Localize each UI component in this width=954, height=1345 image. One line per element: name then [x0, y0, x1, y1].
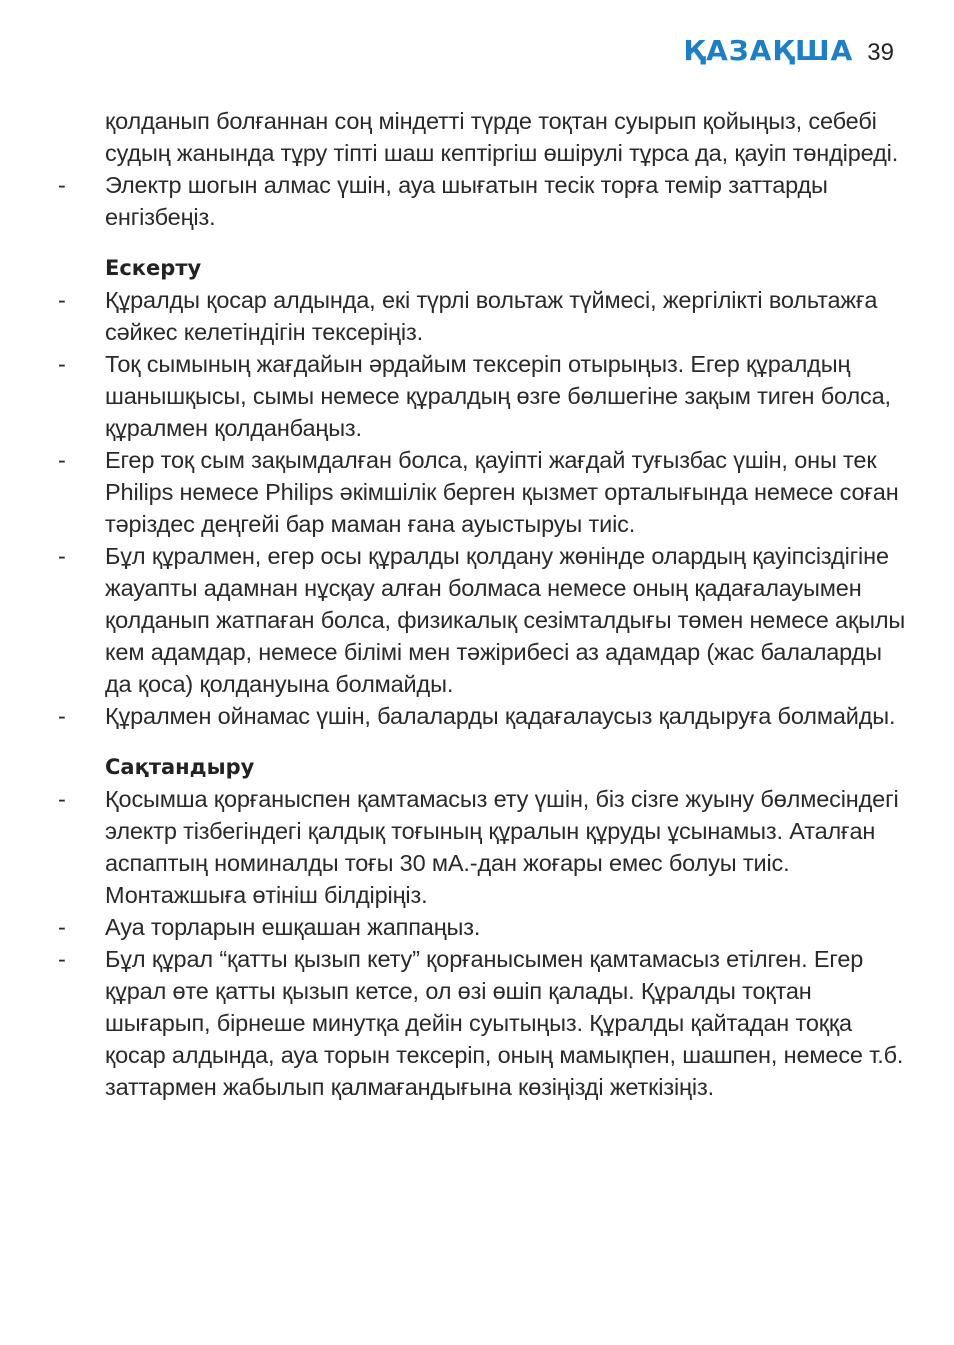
- list-item-text: Қосымша қорғаныспен қамтамасыз ету үшін, біз сізге жуыну бөлмесіндегі электр тізбегіндегі қалдық тоғының құралын құруды ұсынамыз. Аталған аспаптың номиналды тоғы 30 мА.-дан жоғары емес болуы тиіс. Монтажшыға өтініш білдіріңіз.: [105, 786, 899, 908]
- language-title: ҚАЗАҚША: [683, 34, 854, 67]
- list-item: [58, 700, 908, 732]
- list-item-text: Ауа торларын ешқашан жаппаңыз.: [105, 914, 481, 940]
- page-header: [683, 34, 894, 67]
- list-item-text: Бұл құрал “қатты қызып кету” қорғанысымен қамтамасыз етілген. Егер құрал өте қатты қызып кетсе, ол өзі өшіп қалады. Құралды тоқтан шығарып, бірнеше минутқа дейін суытыңыз. Құралды қайтадан тоққа қосар алдында, ауа торын тексеріп, оның мамықпен, шашпен, немесе т.б. заттармен жабылып қалмағандығына көзіңізді жеткізіңіз.: [105, 946, 904, 1100]
- bullet-dash: -: [58, 786, 66, 812]
- bullet-dash: -: [58, 447, 66, 473]
- list-item: [58, 943, 908, 1103]
- intro-continuation: қолданып болғаннан соң міндетті түрде тоқтан суырып қойыңыз, себебі судың жанында тұру тіпті шаш кептіргіш өшірулі тұрса да, қауіп төндіреді.: [105, 108, 899, 166]
- list-item: [58, 284, 908, 348]
- list-item: [58, 540, 908, 700]
- list-item: [58, 783, 908, 911]
- page-number: 39: [867, 39, 894, 66]
- list-item-text: Құралды қосар алдында, екі түрлі вольтаж түймесі, жергілікті вольтажға сәйкес келетіндігін тексеріңіз.: [105, 287, 878, 345]
- bullet-dash: -: [58, 351, 66, 377]
- bullet-dash: -: [58, 172, 66, 198]
- warning-heading: Ескерту: [105, 256, 202, 280]
- bullet-dash: -: [58, 914, 66, 940]
- list-item-text: Бұл құралмен, егер осы құралды қолдану жөнінде олардың қауіпсіздігіне жауапты адамнан нұсқау алған болмаса немесе оның қадағалауымен қолданып жатпаған болса, физикалық сезімталдығы төмен немесе ақылы кем адамдар, немесе білімі мен тәжірибесі аз адамдар (жас балаларды да қоса) қолдануына болмайды.: [105, 543, 906, 697]
- page-content: [58, 105, 908, 1103]
- list-item-text: Тоқ сымының жағдайын әрдайым тексеріп отырыңыз. Егер құралдың шанышқысы, сымы немесе құралдың өзге бөлшегіне зақым тиген болса, құралмен қолданбаңыз.: [105, 351, 891, 441]
- list-item: [58, 169, 908, 233]
- list-item-text: Егер тоқ сым зақымдалған болса, қауіпті жағдай туғызбас үшін, оны тек Philips немесе Philips әкімшілік берген қызмет орталығында немесе соған тәріздес деңгейі бар маман ғана ауыстыруы тиіс.: [105, 447, 899, 537]
- list-item-text: Құралмен ойнамас үшін, балаларды қадағалаусыз қалдыруға болмайды.: [105, 703, 896, 729]
- list-item: [58, 348, 908, 444]
- list-item: [58, 444, 908, 540]
- list-item: [58, 911, 908, 943]
- caution-heading: Сақтандыру: [105, 755, 255, 779]
- bullet-dash: -: [58, 287, 66, 313]
- bullet-dash: -: [58, 543, 66, 569]
- list-item-text: Электр шогын алмас үшін, ауа шығатын тесік торға темір заттарды енгізбеңіз.: [105, 172, 828, 230]
- bullet-dash: -: [58, 946, 66, 972]
- bullet-dash: -: [58, 703, 66, 729]
